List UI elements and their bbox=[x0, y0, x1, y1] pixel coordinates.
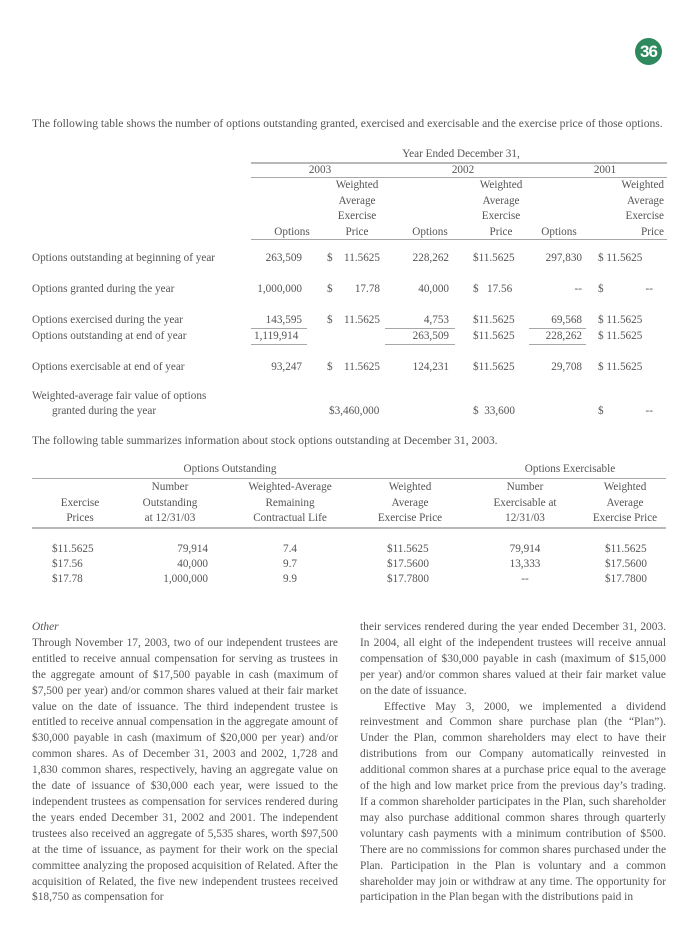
dollar-sign: $ bbox=[327, 314, 333, 326]
year-2002-header: 2002 bbox=[451, 164, 475, 176]
wae-header-2003 bbox=[322, 178, 392, 240]
options-header-2003: Options bbox=[274, 225, 310, 238]
header-line: Exercisable at bbox=[493, 496, 557, 509]
wae-price-outstanding: $17.5600 bbox=[387, 558, 429, 570]
wae-price-exercisable: $11.5625 bbox=[605, 543, 647, 555]
header-line: at 12/31/03 bbox=[144, 512, 196, 525]
options-header-2002: Options bbox=[412, 225, 448, 238]
price-2003: 11.5625 bbox=[344, 314, 380, 326]
options-2001: -- bbox=[574, 283, 582, 295]
header-line: Number bbox=[506, 481, 544, 493]
options-2002: 4,753 bbox=[423, 314, 449, 326]
header-line: 12/31/03 bbox=[505, 512, 545, 525]
fair-value-2002: $ 33,600 bbox=[473, 405, 515, 417]
header-line: Weighted-Average bbox=[248, 481, 332, 493]
options-2002: 124,231 bbox=[412, 361, 449, 373]
row-label-continued: granted during the year bbox=[52, 405, 157, 417]
wae-header-2002 bbox=[466, 178, 536, 240]
number-outstanding: 1,000,000 bbox=[163, 573, 208, 585]
header-number-outstanding bbox=[125, 480, 215, 527]
header-line: Exercise Price bbox=[377, 512, 443, 525]
dollar-sign: $ bbox=[327, 252, 333, 264]
price-2002: $11.5625 bbox=[473, 314, 515, 326]
paragraph: their services rendered during the year ended December 31, 2003. In 2004, all eight of the independent trustees will receive annual compensation of $30,000 payable in cash (maximum of $15,000 per year) and/or common shares valued at their fair market value on the date of issuance. bbox=[360, 621, 666, 697]
header-line: Contractual Life bbox=[253, 512, 327, 525]
group-header-exercisable: Options Exercisable bbox=[524, 463, 616, 475]
exercise-price: $11.5625 bbox=[52, 543, 94, 555]
wae-line: Price bbox=[489, 225, 513, 238]
options-2002: 40,000 bbox=[418, 283, 449, 295]
row-label: Weighted-average fair value of options bbox=[32, 390, 207, 402]
header-line bbox=[40, 480, 120, 496]
row-label: Options outstanding at end of year bbox=[32, 330, 187, 342]
group-header-outstanding: Options Outstanding bbox=[183, 463, 277, 475]
remaining-life: 7.4 bbox=[283, 543, 297, 555]
options-2003: 263,509 bbox=[265, 252, 302, 264]
options-2001: 297,830 bbox=[545, 252, 582, 264]
header-line: Remaining bbox=[265, 496, 315, 509]
header-line: Average bbox=[391, 496, 429, 509]
price-2003: 11.5625 bbox=[344, 361, 380, 373]
number-exercisable: -- bbox=[521, 573, 529, 585]
column-header-rule bbox=[32, 527, 666, 529]
header-wae-price-exercisable bbox=[580, 480, 670, 527]
wae-line: Weighted bbox=[479, 179, 523, 191]
number-exercisable: 13,333 bbox=[509, 558, 541, 570]
wae-line: Average bbox=[338, 194, 376, 207]
options-2001: 69,568 bbox=[551, 314, 582, 326]
header-line: Weighted bbox=[388, 481, 432, 493]
options-2003: 1,119,914 bbox=[254, 330, 299, 342]
header-number-exercisable bbox=[470, 480, 580, 527]
options-2003: 143,595 bbox=[265, 314, 302, 326]
row-label: Options outstanding at beginning of year bbox=[32, 252, 216, 264]
year-2001-header: 2001 bbox=[593, 164, 617, 176]
table1-intro: The following table shows the number of options outstanding granted, exercised and exercisable and the exercise price of those options. bbox=[32, 117, 663, 130]
price-2001: $ 11.5625 bbox=[598, 252, 643, 264]
row-label: Options exercised during the year bbox=[32, 314, 183, 326]
options-2001: 29,708 bbox=[551, 361, 582, 373]
exercise-price: $17.56 bbox=[52, 558, 83, 570]
price-2001: $ 11.5625 bbox=[598, 330, 643, 342]
number-exercisable: 79,914 bbox=[509, 543, 541, 555]
remaining-life: 9.9 bbox=[283, 573, 297, 585]
paragraph: Effective May 3, 2000, we implemented a dividend reinvestment and Common share purchase plan (the “Plan”). Under the Plan, common shareholders may elect to have their distributions from our Company automatically reinvested in additional common shares at a purchase price equal to the average of the high and low market price from the previous day’s trading. If a common shareholder participates in the Plan, such shareholder may also purchase additional common shares through quarterly voluntary cash payments with a minimum contribution of $500. There are no commissions for common shares purchased under the Plan. Participation in the Plan is voluntary and a common shareholder may join or withdraw at any time. The opportunity for participation in the Plan began with the distributions paid in bbox=[360, 700, 666, 904]
header-line: Exercise Price bbox=[592, 512, 658, 525]
price-2002: $ 17.56 bbox=[473, 283, 513, 295]
dollar-sign: $ bbox=[598, 283, 604, 295]
wae-price-outstanding: $11.5625 bbox=[387, 543, 429, 555]
price-2003: 11.5625 bbox=[344, 252, 380, 264]
wae-price-exercisable: $17.5600 bbox=[605, 558, 647, 570]
price-2001: $ 11.5625 bbox=[598, 361, 643, 373]
number-outstanding: 40,000 bbox=[177, 558, 208, 570]
price-2001: $ 11.5625 bbox=[598, 314, 643, 326]
wae-line: Weighted bbox=[621, 179, 664, 191]
wae-line: Weighted bbox=[335, 179, 379, 191]
header-line: Number bbox=[151, 481, 189, 493]
options-2003: 93,247 bbox=[271, 361, 302, 373]
header-line: Average bbox=[606, 496, 644, 509]
dollar-sign: $ bbox=[327, 283, 333, 295]
price-2002: $11.5625 bbox=[473, 252, 515, 264]
group-header-rule bbox=[32, 478, 666, 479]
wae-line: Price bbox=[345, 225, 369, 238]
wae-price-outstanding: $17.7800 bbox=[387, 573, 429, 585]
wae-line: Average bbox=[482, 194, 520, 207]
price-2002: $11.5625 bbox=[473, 361, 515, 373]
wae-header-2001 bbox=[594, 178, 664, 240]
options-2001: 228,262 bbox=[545, 330, 582, 342]
options-2002: 263,509 bbox=[412, 330, 449, 342]
header-line: Prices bbox=[66, 512, 94, 525]
wae-line: Exercise bbox=[481, 210, 521, 222]
header-exercise-prices bbox=[40, 480, 120, 527]
header-line: Weighted bbox=[603, 481, 647, 493]
fair-value-2001: -- bbox=[645, 405, 653, 417]
right-column-text bbox=[360, 620, 666, 906]
wae-line: Average bbox=[626, 194, 664, 207]
header-line: Exercise bbox=[60, 496, 100, 509]
header-wae-price-outstanding bbox=[360, 480, 460, 527]
dollar-sign: $ bbox=[598, 405, 604, 417]
fair-value-2003: $3,460,000 bbox=[329, 405, 380, 417]
header-line: Outstanding bbox=[142, 496, 198, 509]
row-label: Options granted during the year bbox=[32, 283, 175, 295]
row-label: Options exercisable at end of year bbox=[32, 361, 185, 373]
paragraph: Through November 17, 2003, two of our independent trustees are entitled to receive annual compensation for serving as trustees in the aggregate amount of $17,500 payable in cash (maximum of $7,500 per year) and/or common shares valued at their fair market value on the date of issuance. The third independent trustee is entitled to receive annual compensation in the aggregate amount of $30,000 payable in cash (maximum of $20,000 per year) and/or common shares. As of December 31, 2003 and 2002, 1,728 and 1,830 common shares, respectively, having an aggregate value on the date of issuance of $30,000 each year, were issued to the independent trustees as compensation for services rendered during the years ended December 31, 2002 and 2001. The independent trustees also received an aggregate of 5,535 shares, worth $97,500 at the time of issuance, as payment for their work on the special committee analyzing the proposed acquisition of Related. After the acquisition of Related, the five new independent trustees received $18,750 as compensation for bbox=[32, 636, 338, 904]
number-outstanding: 79,914 bbox=[177, 543, 208, 555]
price-2002: $11.5625 bbox=[473, 330, 515, 342]
page-number-badge: 36 bbox=[635, 38, 662, 65]
total-rule-2001 bbox=[529, 344, 586, 345]
header-remaining-life bbox=[230, 480, 350, 527]
left-column-text bbox=[32, 620, 338, 906]
wae-line: Exercise bbox=[337, 210, 377, 222]
remaining-life: 9.7 bbox=[283, 558, 297, 570]
price-2001: -- bbox=[645, 283, 653, 295]
table2-intro: The following table summarizes information about stock options outstanding at December 31, 2003. bbox=[32, 434, 498, 447]
price-2003: 17.78 bbox=[354, 283, 380, 295]
section-heading-other: Other bbox=[32, 621, 59, 633]
wae-line: Exercise bbox=[625, 210, 664, 222]
total-rule-2002 bbox=[385, 344, 455, 345]
year-ended-header: Year Ended December 31, bbox=[402, 148, 520, 160]
exercise-price: $17.78 bbox=[52, 573, 83, 585]
wae-price-exercisable: $17.7800 bbox=[605, 573, 647, 585]
wae-line: Price bbox=[641, 225, 664, 238]
options-2003: 1,000,000 bbox=[257, 283, 302, 295]
dollar-sign: $ bbox=[327, 361, 333, 373]
column-header-rule bbox=[251, 239, 667, 240]
year-2003-header: 2003 bbox=[308, 164, 332, 176]
total-rule-2003 bbox=[251, 344, 307, 345]
options-2002: 228,262 bbox=[412, 252, 449, 264]
options-header-2001: Options bbox=[541, 225, 577, 238]
